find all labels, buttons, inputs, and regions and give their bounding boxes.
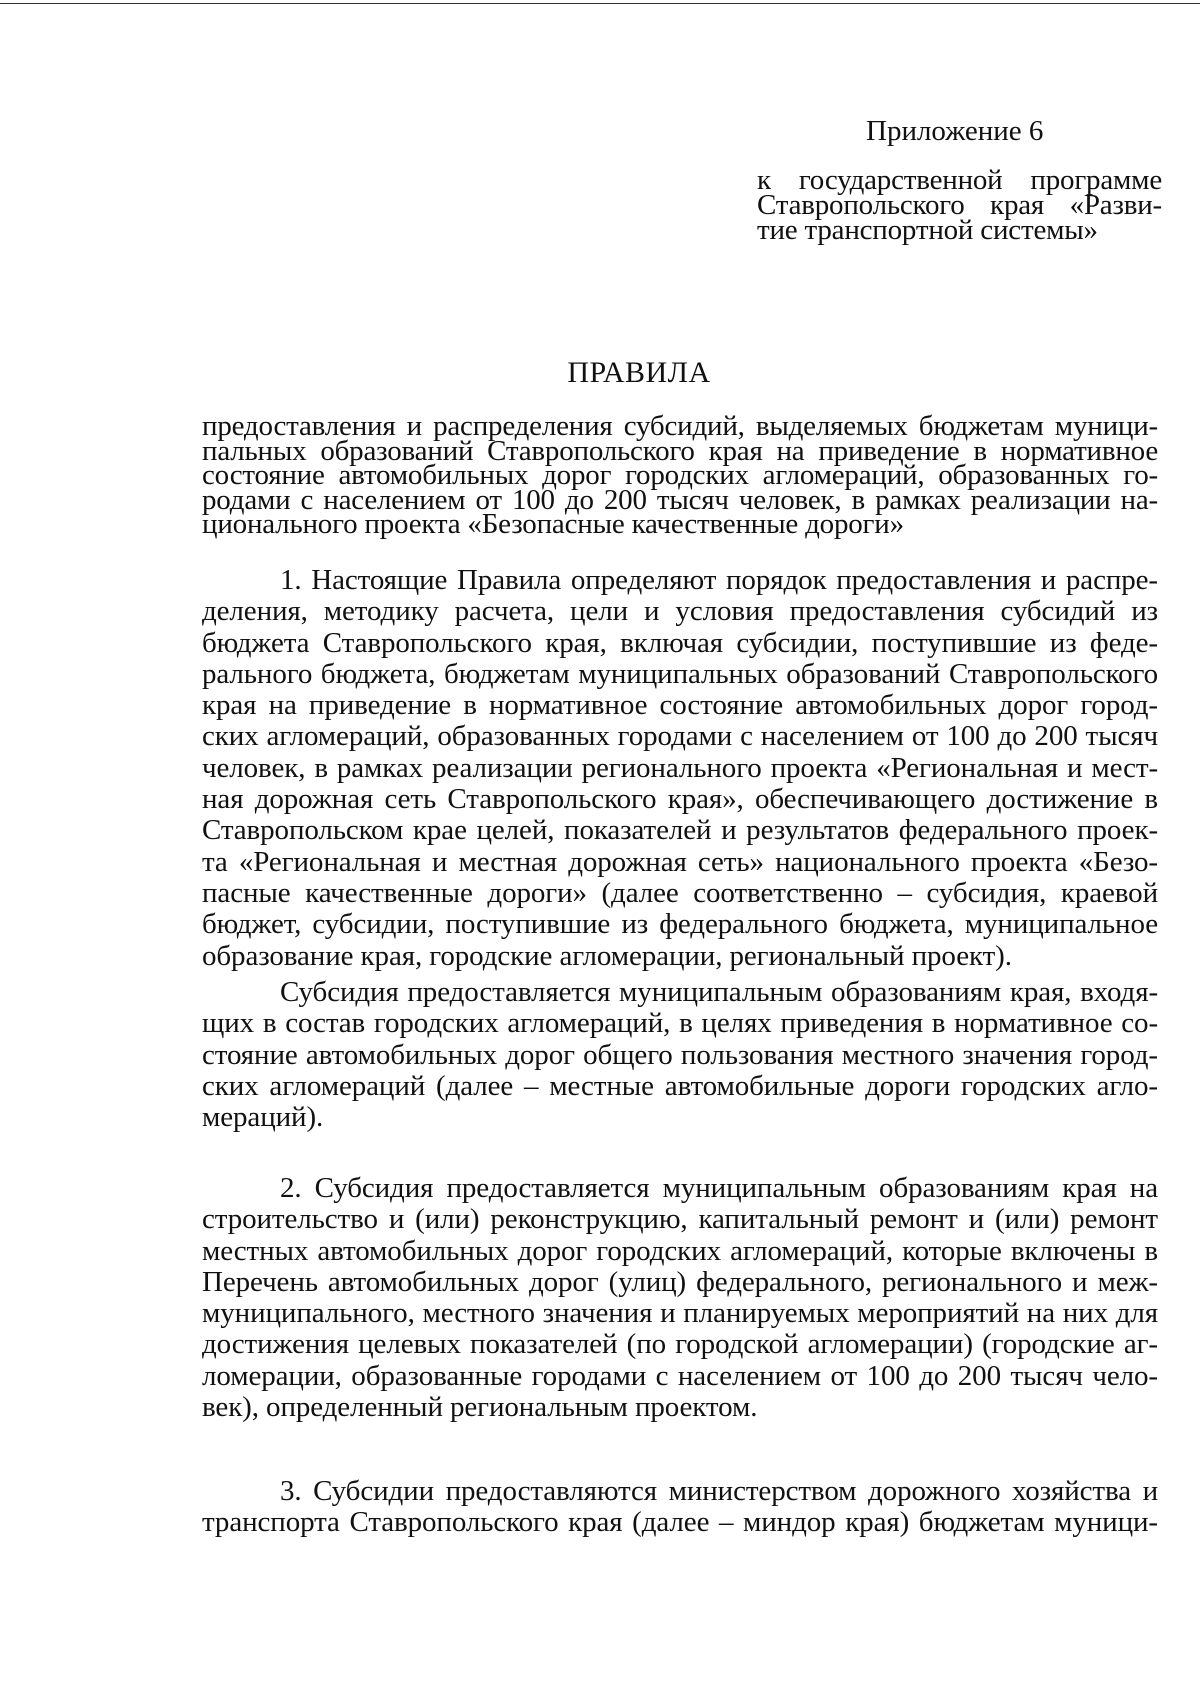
subtitle-line: состояние автомобильных дорог городских агломераций, образованных го- [202, 459, 1158, 491]
paragraph-line: 1. Настоящие Правила определяют порядок предоставления и распре- [280, 564, 1158, 596]
paragraph-line: 2. Субсидия предоставляется муниципальным образованиям края на [280, 1172, 1158, 1204]
paragraph-line: бюджет, субсидии, поступившие из федерального бюджета, муниципальное [202, 908, 1158, 941]
annex-number: Приложение 6 [866, 115, 1044, 147]
paragraph-line: деления, методику расчета, цели и условия предоставления субсидий из [202, 595, 1158, 628]
subtitle-line: пальных образований Ставропольского края на приведение в нормативное [202, 434, 1158, 467]
paragraph-line: стояние автомобильных дорог общего пользования местного значения город- [202, 1038, 1158, 1071]
annex-reference-line: Ставропольского края «Разви- [757, 189, 1162, 221]
document-title: ПРАВИЛА [567, 356, 711, 389]
paragraph-line: мераций). [202, 1101, 324, 1134]
paragraph-line: края на приведение в нормативное состояние автомобильных дорог город- [202, 689, 1158, 722]
paragraph-line: местных автомобильных дорог городских агломераций, которые включены в [202, 1234, 1158, 1267]
paragraph-4 [202, 1476, 1158, 1539]
paragraph-line: транспорта Ставропольского края (далее – миндор края) бюджетам муници- [202, 1506, 1158, 1539]
subtitle-line: предоставления и распределения субсидий, выделяемых бюджетам муници- [202, 410, 1158, 442]
document-subtitle [202, 410, 1158, 540]
paragraph-line: Ставропольском крае целей, показателей и результатов федерального проек- [202, 814, 1158, 847]
paragraph-line: век), определенный региональным проектом. [202, 1391, 758, 1424]
paragraph-line: образование края, городские агломерации, региональный проект). [202, 939, 1012, 972]
paragraph-line: Субсидия предоставляется муниципальным образованиям края, входя- [280, 976, 1158, 1008]
paragraph-line: бюджета Ставропольского края, включая субсидии, поступившие из феде- [202, 626, 1158, 659]
paragraph-line: достижения целевых показателей (по городской агломерации) (городские аг- [202, 1328, 1158, 1361]
paragraph-line: человек, в рамках реализации регионального проекта «Региональная и мест- [202, 751, 1158, 784]
annex-reference-line: тие транспортной системы» [757, 214, 1098, 246]
paragraph-line: ная дорожная сеть Ставропольского края», обеспечивающего достижение в [202, 783, 1158, 816]
paragraph-line: ских агломераций (далее – местные автомобильные дороги городских агло- [202, 1069, 1158, 1102]
paragraph-line: 3. Субсидии предоставляются министерством дорожного хозяйства и [280, 1475, 1158, 1507]
paragraph-line: строительство и (или) реконструкцию, капитальный ремонт и (или) ремонт [202, 1203, 1158, 1236]
paragraph-2 [202, 977, 1158, 1133]
paragraph-line: ломерации, образованные городами с населением от 100 до 200 тысяч чело- [202, 1359, 1158, 1392]
paragraph-3 [202, 1173, 1158, 1423]
annex-reference [757, 164, 1162, 246]
annex-reference-line: к государственной программе [757, 164, 1162, 196]
paragraph-line: щих в состав городских агломераций, в целях приведения в нормативное со- [202, 1007, 1158, 1040]
paragraph-line: пасные качественные дороги» (далее соответственно – субсидия, краевой [202, 876, 1158, 909]
subtitle-line: ционального проекта «Безопасные качественные дороги» [202, 508, 904, 540]
top-border-line [0, 3, 1200, 4]
paragraph-line: та «Региональная и местная дорожная сеть» национального проекта «Безо- [202, 845, 1158, 878]
paragraph-line: рального бюджета, бюджетам муниципальных образований Ставропольского [202, 657, 1158, 690]
paragraph-line: ских агломераций, образованных городами с населением от 100 до 200 тысяч [202, 720, 1158, 753]
subtitle-line: родами с населением от 100 до 200 тысяч человек, в рамках реализации на- [202, 483, 1158, 516]
paragraph-1 [202, 565, 1158, 972]
paragraph-line: Перечень автомобильных дорог (улиц) федерального, регионального и меж- [202, 1265, 1158, 1298]
paragraph-line: муниципального, местного значения и планируемых мероприятий на них для [202, 1297, 1158, 1330]
